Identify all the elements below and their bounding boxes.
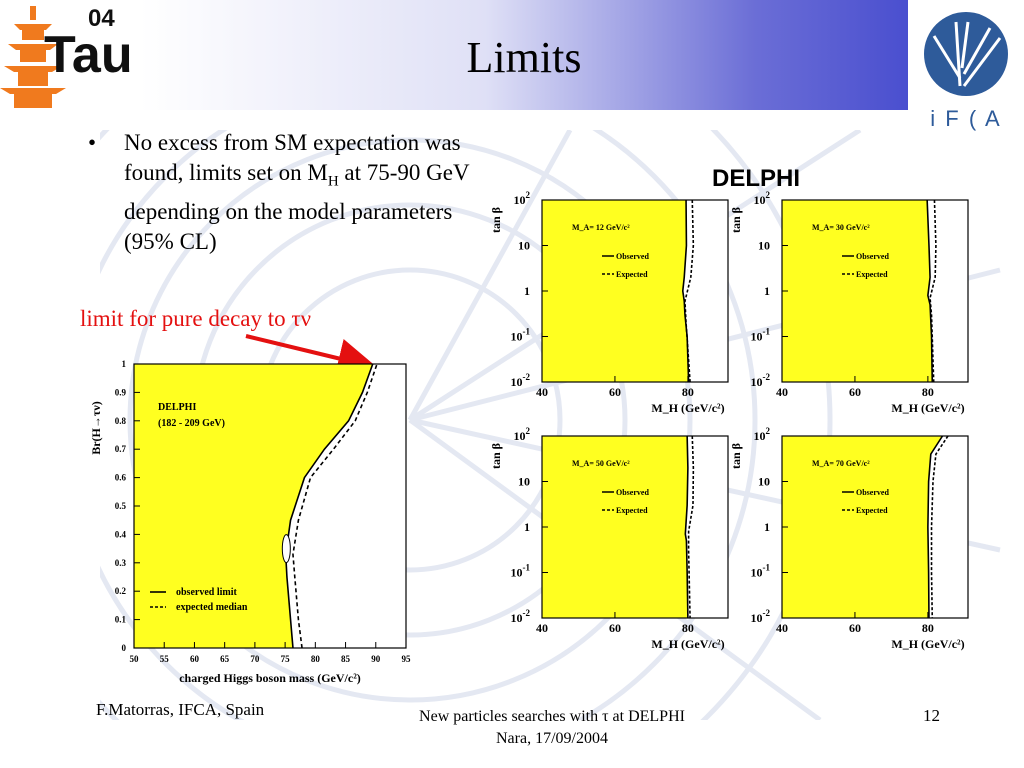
panel-y-axis-label: tan β bbox=[489, 443, 503, 469]
panel-mass-label: M_A= 50 GeV/c² bbox=[572, 459, 630, 468]
panel-x-tick-label: 80 bbox=[681, 385, 694, 399]
panel-y-axis-label: tan β bbox=[729, 207, 743, 233]
panel-y-tick-label: $10^{-2}$ bbox=[750, 608, 770, 625]
panel-y-tick-label: $10^{-1}$ bbox=[750, 562, 770, 580]
panel-y-tick-label: $10^{-1}$ bbox=[510, 562, 530, 580]
panel-4 bbox=[729, 426, 968, 651]
panel-x-tick-label: 80 bbox=[921, 621, 934, 635]
panel-x-tick-label: 60 bbox=[608, 385, 621, 399]
panel-y-tick-label: $10^{-2}$ bbox=[750, 372, 770, 389]
slide-title: Limits bbox=[466, 33, 582, 82]
panel-y-tick-label: 10 bbox=[518, 474, 530, 489]
panel-2 bbox=[729, 190, 968, 415]
panel-legend-observed: Observed bbox=[856, 488, 889, 497]
panel-y-axis-label: tan β bbox=[729, 443, 743, 469]
panel-x-tick-label: 80 bbox=[921, 385, 934, 399]
y-tick-label: 0.7 bbox=[114, 444, 126, 455]
red-note: limit for pure decay to τν bbox=[80, 306, 312, 331]
panel-mass-label: M_A= 12 GeV/c² bbox=[572, 223, 630, 232]
x-tick-label: 55 bbox=[159, 654, 169, 664]
footer-line2: Nara, 17/09/2004 bbox=[496, 730, 608, 747]
panel-y-tick-label: 1 bbox=[764, 520, 770, 534]
panel-legend-expected: Expected bbox=[856, 506, 888, 515]
x-tick-label: 50 bbox=[129, 654, 139, 664]
ifca-logo bbox=[912, 8, 1020, 132]
y-axis-label: Br(H→τν) bbox=[89, 401, 103, 455]
panel-legend-observed: Observed bbox=[616, 488, 649, 497]
bullet-item bbox=[88, 128, 498, 257]
panel-x-tick-label: 60 bbox=[848, 621, 861, 635]
panel-x-axis-label: M_H (GeV/c²) bbox=[891, 401, 965, 415]
left-chart bbox=[86, 352, 422, 696]
plot-note-energy: (182 - 209 GeV) bbox=[158, 418, 225, 429]
panel-mass-label: M_A= 70 GeV/c² bbox=[812, 459, 870, 468]
panel-y-tick-label: $10^2$ bbox=[513, 190, 530, 207]
x-axis-label: charged Higgs boson mass (GeV/c²) bbox=[179, 671, 361, 685]
x-tick-label: 75 bbox=[280, 654, 290, 664]
panel-legend-expected: Expected bbox=[856, 270, 888, 279]
ifca-logo-text: i F ( A bbox=[930, 106, 1002, 131]
panel-y-tick-label: $10^2$ bbox=[753, 190, 770, 207]
panel-y-axis-label: tan β bbox=[489, 207, 503, 233]
y-tick-label: 0.1 bbox=[114, 614, 126, 625]
panel-legend-observed: Observed bbox=[856, 252, 889, 261]
panel-3 bbox=[489, 426, 728, 651]
legend-observed-label: observed limit bbox=[176, 587, 237, 598]
panel-legend-expected: Expected bbox=[616, 270, 648, 279]
tau-logo-text: Tau bbox=[44, 26, 133, 84]
bullet-text-b: at 75-90 GeV depending on the model parameters (95% CL) bbox=[124, 160, 470, 254]
panel-legend-observed: Observed bbox=[616, 252, 649, 261]
y-tick-label: 0.6 bbox=[114, 472, 126, 483]
panel-x-tick-label: 40 bbox=[776, 621, 788, 635]
panel-y-tick-label: $10^{-1}$ bbox=[750, 326, 770, 344]
bullet-subscript: H bbox=[327, 173, 339, 190]
x-tick-label: 95 bbox=[401, 654, 411, 664]
panel-y-tick-label: 1 bbox=[524, 520, 530, 534]
legend-expected-label: expected median bbox=[176, 602, 248, 613]
panel-1 bbox=[489, 190, 728, 415]
footer-center bbox=[372, 706, 732, 750]
y-tick-label: 0.4 bbox=[114, 529, 126, 540]
y-tick-label: 0.3 bbox=[114, 557, 126, 568]
x-tick-label: 70 bbox=[250, 654, 260, 664]
y-tick-label: 0 bbox=[121, 643, 126, 653]
plot-note-experiment: DELPHI bbox=[158, 402, 197, 413]
panel-x-tick-label: 60 bbox=[848, 385, 861, 399]
y-tick-label: 1 bbox=[121, 359, 126, 369]
panel-y-tick-label: $10^{-1}$ bbox=[510, 326, 530, 344]
x-tick-label: 65 bbox=[220, 654, 230, 664]
x-tick-label: 85 bbox=[341, 654, 351, 664]
panel-y-tick-label: 10 bbox=[758, 474, 770, 489]
panel-y-tick-label: $10^2$ bbox=[513, 426, 530, 443]
panel-x-tick-label: 80 bbox=[681, 621, 694, 635]
tau-logo-year: 04 bbox=[88, 5, 115, 32]
bullet-text-a: No excess from SM expectation was found, limits set on M bbox=[124, 130, 461, 185]
footer-author: F.Matorras, IFCA, Spain bbox=[96, 700, 265, 719]
panel-y-tick-label: $10^{-2}$ bbox=[510, 372, 530, 389]
y-tick-label: 0.2 bbox=[114, 586, 126, 597]
panel-y-tick-label: $10^{-2}$ bbox=[510, 608, 530, 625]
panel-mass-label: M_A= 30 GeV/c² bbox=[812, 223, 870, 232]
y-tick-label: 0.5 bbox=[114, 501, 126, 511]
panel-y-tick-label: 10 bbox=[758, 238, 770, 253]
tau04-logo bbox=[0, 0, 140, 112]
panel-x-axis-label: M_H (GeV/c²) bbox=[891, 637, 965, 651]
panel-y-tick-label: 1 bbox=[764, 284, 770, 298]
footer-line1: New particles searches with τ at DELPHI bbox=[419, 708, 685, 725]
panel-x-tick-label: 60 bbox=[608, 621, 621, 635]
y-tick-label: 0.9 bbox=[114, 387, 126, 398]
bullet-list bbox=[88, 128, 498, 257]
panel-x-tick-label: 40 bbox=[536, 385, 548, 399]
panel-y-tick-label: 1 bbox=[524, 284, 530, 298]
x-tick-label: 90 bbox=[371, 654, 381, 664]
island-marker bbox=[282, 535, 290, 563]
x-tick-label: 60 bbox=[189, 654, 199, 664]
panel-x-tick-label: 40 bbox=[536, 621, 548, 635]
panel-x-tick-label: 40 bbox=[776, 385, 788, 399]
panel-legend-expected: Expected bbox=[616, 506, 648, 515]
right-chart bbox=[488, 162, 988, 662]
panel-y-tick-label: $10^2$ bbox=[753, 426, 770, 443]
panel-x-axis-label: M_H (GeV/c²) bbox=[651, 401, 725, 415]
page-number: 12 bbox=[923, 706, 940, 725]
panels-heading: DELPHI bbox=[711, 165, 801, 192]
x-tick-label: 80 bbox=[310, 654, 320, 664]
y-tick-label: 0.8 bbox=[114, 415, 126, 426]
panel-x-axis-label: M_H (GeV/c²) bbox=[651, 637, 725, 651]
panel-y-tick-label: 10 bbox=[518, 238, 530, 253]
